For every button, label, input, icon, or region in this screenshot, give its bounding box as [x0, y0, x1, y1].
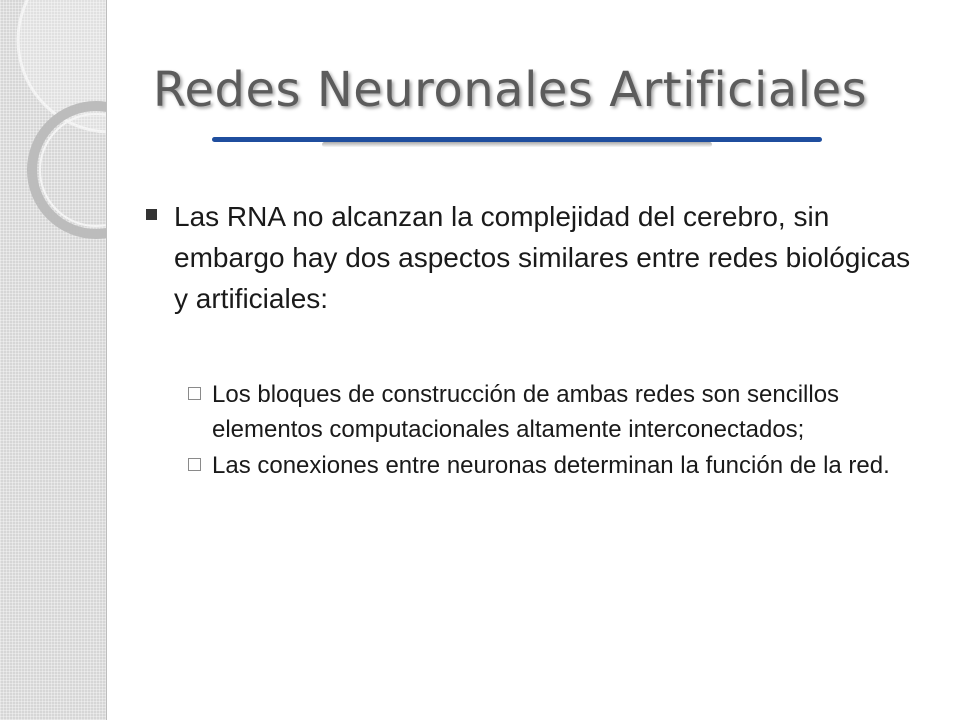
sub-bullet-list: [140, 377, 920, 483]
title-underline-shadow: [322, 142, 712, 147]
sub-bullet-text: Los bloques de construcción de ambas redes son sencillos elementos computacionales altamente interconectados;: [212, 381, 840, 443]
decorative-circles-icon: [0, 0, 106, 260]
hollow-square-bullet-icon: [188, 458, 201, 471]
filled-square-bullet-icon: [146, 209, 157, 220]
bullet-text: Las RNA no alcanzan la complejidad del cerebro, sin embargo hay dos aspectos similares entre redes biológicas y artificiales:: [174, 201, 911, 314]
bullet-item: [140, 196, 920, 319]
hollow-square-bullet-icon: [188, 387, 201, 400]
slide-title: Redes Neuronales Artificiales: [152, 62, 868, 118]
sub-bullet-item: [186, 448, 920, 483]
sub-bullet-text: Las conexiones entre neuronas determinan la función de la red.: [212, 452, 890, 479]
slide-content: [140, 196, 920, 484]
sub-bullet-item: [186, 377, 920, 447]
